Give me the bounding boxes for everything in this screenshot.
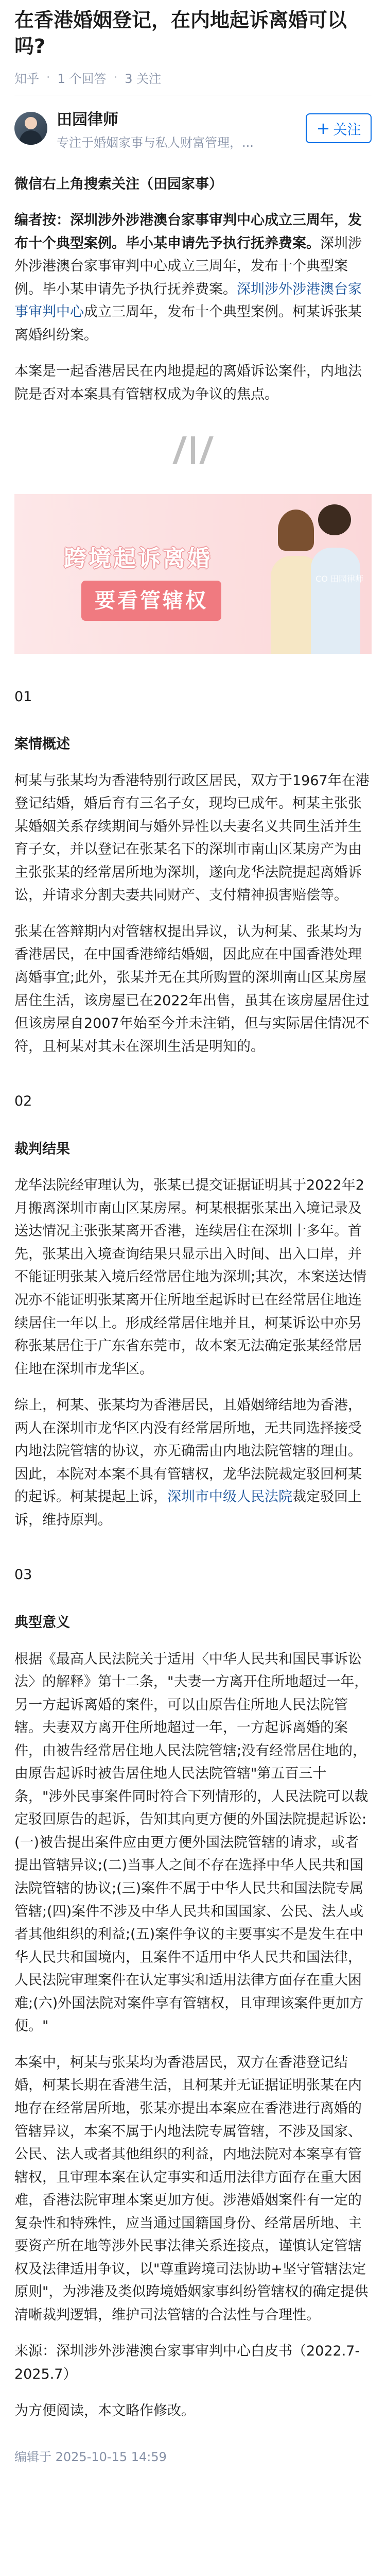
- question-title[interactable]: 在香港婚姻登记，在内地起诉离婚可以吗?: [14, 9, 347, 58]
- editor-note-bold: 深圳涉外涉港澳台家事审判中心成立三周年，发布十个典型案例。毕小某申请先予执行抚养费案。: [14, 212, 362, 251]
- paragraph: 本案中，柯某与张某均为香港居民，双方在香港登记结婚，柯某长期在香港生活，且柯某并无证据证明张某在内地存在经常居所地，张某亦提出本案应在香港进行离婚的管辖异议，本案不属于内地法院专属管辖，不涉及国家、公民、法人或者其他组织的利益，内地法院对本案享有管辖权，且审理本案在认定事实和适用法律方面存在重大困难，香港法院审理本案更加方便。涉港婚姻案件有一定的复杂性和特殊性，应当通过国籍国身份、经常居所地、主要资产所在地等涉外民事法律关系连接点，谨慎认定管辖权及法律适用争议，以"尊重跨境司法协助+坚守管辖法定原则"，为涉港及类似跨境婚姻家事纠纷管辖权的确定提供清晰裁判逻辑，维护司法管辖的合法性与合理性。: [14, 2054, 369, 2323]
- court-link[interactable]: 深圳市中级人民法院: [167, 1489, 292, 1505]
- paragraph: 裁定驳回上诉，维持原判。: [14, 1489, 362, 1528]
- editor-note: [14, 209, 372, 347]
- paragraph-with-link: [14, 1394, 372, 1532]
- author-info: [57, 107, 299, 150]
- paragraph: 柯某与张某均为香港特别行政区居民，双方于1967年在港登记结婚，婚后育有三名子女，现均已成年。柯某主张张某婚姻关系存续期间与婚外异性以夫妻名义共同生活并生育子女，并以登记在张某名下的深圳市南山区某房产为由主张张某的经常居所地为深圳，遂向龙华法院提起离婚诉讼，并请求分割夫妻共同财产、支付精神损害赔偿等。: [14, 772, 370, 904]
- follow-button[interactable]: [306, 113, 372, 143]
- section-title: 案情概述: [14, 736, 70, 753]
- editor-note-tail: 成立三周年，发布十个典型案例。柯某诉张某离婚纠纷案。: [14, 304, 362, 343]
- intro-text: 微信右上角搜索关注（田园家事）: [14, 176, 223, 192]
- section-title: 典型意义: [14, 1615, 70, 1631]
- paragraph: 张某在答辩期内对管辖权提出异议，认为柯某、张某均为香港居民，在中国香港缔结婚姻，因此应在中国香港处理离婚事宜;此外，张某并无在其所购置的深圳南山区某房屋居住生活，该房屋已在2022年出售，虽其在该房屋居住过但该房屋自2007年始至今并未注销，但与实际居住情况不符，且柯某对其未在深圳生活是明知的。: [14, 923, 370, 1055]
- paragraph: 综上，柯某、张某均为香港居民，且婚姻缔结地为香港，两人在深圳市龙华区内没有经常居所地，无共同选择接受内地法院管辖的协议，亦无确需由内地法院管辖的理由。因此，本院对本案不具有管辖权，龙华法院裁定驳回柯某的起诉。柯某提起上诉，: [14, 1397, 362, 1505]
- author-card: [14, 95, 372, 160]
- banner-watermark: CO 田园律师: [315, 573, 363, 584]
- author-name[interactable]: 田园律师: [57, 110, 118, 129]
- follow-label: 关注: [333, 122, 361, 138]
- figure-woman-hair: [278, 510, 314, 551]
- section-number: 02: [14, 1093, 32, 1110]
- source-label: 知乎: [14, 71, 39, 86]
- followers-count[interactable]: 3 关注: [125, 71, 162, 86]
- edited-timestamp: 编辑于 2025-10-15 14:59: [14, 2450, 167, 2465]
- editor-note-label: 编者按：: [14, 212, 70, 229]
- notice-line: 为方便阅读，本文略作修改。: [14, 2402, 195, 2419]
- paragraph: 根据《最高人民法院关于适用〈中华人民共和国民事诉讼法〉的解释》第十二条，"夫妻一方离开住所地超过一年，另一方起诉离婚的案件，可以由原告住所地人民法院管辖。夫妻双方离开住所地超过一年，一方起诉离婚的案件，由被告经常居住地人民法院管辖;没有经常居住地的，由原告起诉时被告居住地人民法院管辖"第五百三十条，"涉外民事案件同时符合下列情形的，人民法院可以裁定驳回原告的起诉，告知其向更方便的外国法院提起诉讼:(一)被告提出案件应由更方便外国法院管辖的请求，或者提出管辖异议;(二)当事人之间不存在选择中华人民共和国法院管辖的协议;(三)案件不属于中华人民共和国法院专属管辖;(四)案件不涉及中华人民共和国国家、公民、法人或者其他组织的利益;(五)案件争议的主要事实不是发生在中华人民共和国境内，且案件不适用中华人民共和国法律，人民法院审理案件在认定事实和适用法律方面存在重大困难;(六)外国法院对案件享有管辖权，且审理该案件更加方便。": [14, 1651, 369, 2035]
- author-desc: 专注于婚姻家事与私人财富管理，...: [57, 135, 254, 150]
- editor-note-link[interactable]: 深圳涉外涉港澳台家事审判中心: [14, 281, 362, 320]
- banner-image[interactable]: [14, 494, 372, 654]
- question-meta: [14, 69, 372, 87]
- answers-count[interactable]: 1 个回答: [57, 71, 107, 86]
- meta-separator: ·: [46, 70, 50, 85]
- figure-man-hair: [318, 504, 351, 535]
- banner-pill: 要看管辖权: [81, 581, 221, 621]
- source-line: 来源：深圳涉外涉港澳台家事审判中心白皮书（2022.7-2025.7）: [14, 2343, 360, 2382]
- answer-content: [14, 173, 372, 2468]
- lead-paragraph: 本案是一起香港居民在内地提起的离婚诉讼案件，内地法院是否对本案具有管辖权成为争议的焦点。: [14, 363, 362, 402]
- figure-man-body: [311, 548, 360, 654]
- editor-note-rest: 深圳涉外涉港澳台家事审判中心成立三周年，发布十个典型案例。毕小某申请先予执行抚养费案。: [14, 235, 362, 297]
- image-placeholder-icon: [162, 427, 224, 473]
- plus-icon: +: [316, 118, 330, 139]
- meta-separator: ·: [113, 70, 118, 85]
- banner-headline: 跨境起诉离婚: [64, 545, 212, 572]
- paragraph: 龙华法院经审理认为，张某已提交证据证明其于2022年2月搬离深圳市南山区某房屋。柯某根据张某出入境记录及送达情况主张张某离开香港，连续居住在深圳十多年。首先，张某出入境查询结果只显示出入时间、出入口岸，并不能证明张某入境后经常居住地为深圳;其次，本案送达情况亦不能证明张某离开住所地至起诉时已在经常居住地连续居住一年以上。形成经常居住地并且，柯某诉讼中亦另称张某居住于广东省东莞市，故本案无法确定张某经常居住地在深圳市龙华区。: [14, 1177, 367, 1377]
- avatar[interactable]: [14, 112, 47, 145]
- section-number: 01: [14, 688, 32, 705]
- section-title: 裁判结果: [14, 1141, 70, 1157]
- section-number: 03: [14, 1567, 32, 1583]
